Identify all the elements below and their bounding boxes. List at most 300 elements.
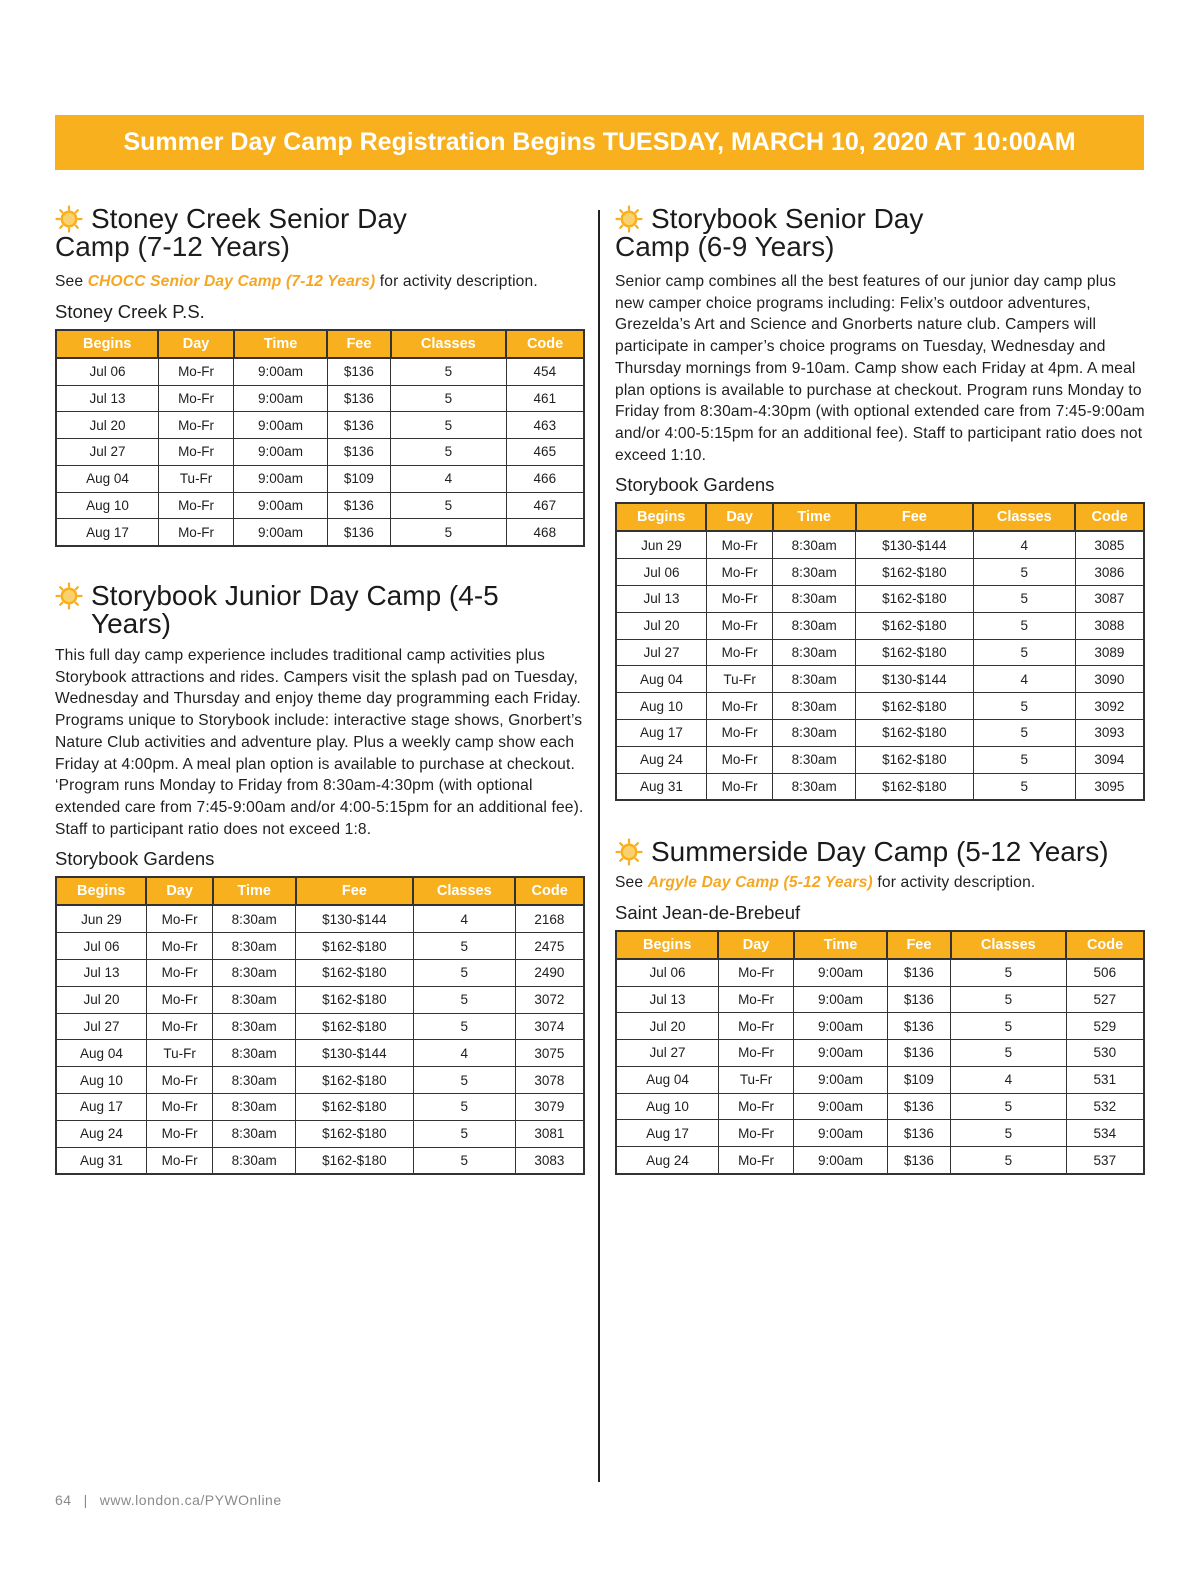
section-heading — [55, 582, 585, 638]
cell-classes: 4 — [391, 465, 507, 492]
section-heading — [615, 838, 1145, 866]
cell-time: 8:30am — [773, 559, 856, 586]
cell-classes: 4 — [973, 531, 1075, 558]
cell-code: 3085 — [1075, 531, 1144, 558]
cell-day: Mo-Fr — [706, 719, 772, 746]
column-header-time: Time — [773, 503, 856, 531]
section-title-line2: Camp (7-12 Years) — [55, 231, 291, 262]
cell-classes: 5 — [413, 1120, 515, 1147]
table-row — [616, 1013, 1144, 1040]
section-title: Storybook Junior Day Camp (4-5 Years) — [91, 580, 499, 639]
cell-begins: Aug 17 — [616, 719, 706, 746]
column-header-classes: Classes — [413, 877, 515, 905]
column-header-begins: Begins — [616, 503, 706, 531]
table-row — [616, 693, 1144, 720]
column-header-time: Time — [794, 931, 888, 959]
cell-time: 8:30am — [213, 1093, 296, 1120]
cell-classes: 4 — [973, 666, 1075, 693]
table-row — [616, 1147, 1144, 1174]
cell-code: 466 — [506, 465, 584, 492]
section-description — [615, 872, 1145, 894]
table-header-row — [616, 931, 1144, 959]
cell-day: Mo-Fr — [706, 585, 772, 612]
cell-begins: Jul 20 — [56, 986, 146, 1013]
cell-begins: Aug 04 — [616, 1066, 718, 1093]
cell-classes: 4 — [413, 905, 515, 932]
cell-classes: 5 — [391, 385, 507, 412]
cell-code: 2475 — [515, 933, 584, 960]
cell-code: 534 — [1066, 1120, 1144, 1147]
cell-begins: Jul 06 — [616, 559, 706, 586]
cell-begins: Jun 29 — [56, 905, 146, 932]
cell-code: 3075 — [515, 1040, 584, 1067]
cell-time: 8:30am — [213, 1120, 296, 1147]
cell-code: 3086 — [1075, 559, 1144, 586]
cell-day: Mo-Fr — [706, 693, 772, 720]
table-row — [56, 492, 584, 519]
cell-begins: Aug 04 — [56, 1040, 146, 1067]
argyle-camp-link[interactable]: Argyle Day Camp (5-12 Years) — [647, 874, 873, 891]
desc-post: for activity description. — [872, 874, 1036, 891]
cell-begins: Aug 10 — [56, 492, 158, 519]
cell-classes: 5 — [391, 439, 507, 466]
cell-time: 8:30am — [213, 1040, 296, 1067]
cell-fee: $136 — [887, 986, 950, 1013]
cell-begins: Jul 27 — [616, 1040, 718, 1067]
cell-code: 454 — [506, 358, 584, 385]
cell-classes: 5 — [413, 1093, 515, 1120]
cell-code: 3095 — [1075, 773, 1144, 800]
cell-classes: 5 — [391, 358, 507, 385]
cell-fee: $136 — [887, 1093, 950, 1120]
cell-classes: 5 — [413, 933, 515, 960]
cell-fee: $162-$180 — [856, 773, 974, 800]
cell-time: 8:30am — [213, 959, 296, 986]
sun-icon — [55, 582, 83, 610]
cell-day: Mo-Fr — [146, 933, 212, 960]
cell-classes: 5 — [973, 746, 1075, 773]
cell-begins: Jul 13 — [616, 585, 706, 612]
desc-pre: See — [55, 273, 88, 290]
cell-fee: $162-$180 — [296, 933, 414, 960]
table-row — [616, 773, 1144, 800]
cell-classes: 5 — [973, 719, 1075, 746]
cell-fee: $136 — [327, 385, 390, 412]
cell-begins: Jul 13 — [56, 385, 158, 412]
sun-icon — [55, 205, 83, 233]
cell-fee: $136 — [887, 1040, 950, 1067]
cell-day: Mo-Fr — [146, 1093, 212, 1120]
cell-classes: 4 — [951, 1066, 1067, 1093]
cell-begins: Jul 20 — [616, 1013, 718, 1040]
footer-url[interactable]: www.london.ca/PYWOnline — [99, 1492, 282, 1508]
cell-begins: Jul 20 — [56, 412, 158, 439]
sun-icon — [615, 205, 643, 233]
table-row — [56, 1147, 584, 1174]
cell-code: 3089 — [1075, 639, 1144, 666]
stoney-creek-section — [55, 205, 585, 547]
cell-classes: 5 — [951, 1147, 1067, 1174]
location-name: Storybook Gardens — [55, 848, 215, 870]
column-header-day: Day — [718, 931, 793, 959]
cell-fee: $136 — [887, 1120, 950, 1147]
cell-time: 9:00am — [234, 519, 328, 546]
table-row — [616, 959, 1144, 986]
cell-fee: $136 — [327, 439, 390, 466]
cell-day: Mo-Fr — [158, 439, 233, 466]
cell-day: Tu-Fr — [146, 1040, 212, 1067]
cell-classes: 5 — [413, 986, 515, 1013]
cell-day: Mo-Fr — [718, 959, 793, 986]
footer-separator: | — [83, 1492, 88, 1508]
table-row — [616, 746, 1144, 773]
cell-classes: 5 — [413, 1013, 515, 1040]
cell-begins: Jun 29 — [616, 531, 706, 558]
section-description — [55, 271, 585, 293]
cell-fee: $130-$144 — [856, 666, 974, 693]
column-header-begins: Begins — [616, 931, 718, 959]
cell-day: Mo-Fr — [158, 519, 233, 546]
cell-begins: Aug 17 — [56, 1093, 146, 1120]
table-row — [56, 1013, 584, 1040]
cell-begins: Jul 13 — [56, 959, 146, 986]
cell-begins: Jul 27 — [56, 439, 158, 466]
section-title: Storybook Senior Day — [651, 203, 924, 234]
cell-classes: 5 — [951, 1093, 1067, 1120]
cell-begins: Jul 06 — [616, 959, 718, 986]
storybook-junior-section — [55, 582, 585, 1175]
cell-code: 461 — [506, 385, 584, 412]
cell-begins: Jul 06 — [56, 358, 158, 385]
table-row — [56, 412, 584, 439]
cell-fee: $162-$180 — [856, 746, 974, 773]
cell-day: Mo-Fr — [146, 1067, 212, 1094]
cell-fee: $136 — [887, 1147, 950, 1174]
table-header-row — [56, 877, 584, 905]
cell-time: 9:00am — [794, 1093, 888, 1120]
cell-time: 8:30am — [213, 1067, 296, 1094]
cell-classes: 5 — [973, 585, 1075, 612]
table-row — [56, 959, 584, 986]
schedule-table — [55, 329, 585, 548]
cell-code: 530 — [1066, 1040, 1144, 1067]
storybook-senior-section — [615, 205, 1145, 801]
cell-begins: Aug 04 — [616, 666, 706, 693]
cell-begins: Aug 31 — [616, 773, 706, 800]
column-header-day: Day — [146, 877, 212, 905]
cell-time: 9:00am — [234, 465, 328, 492]
section-title-line2: Camp (6-9 Years) — [615, 231, 835, 262]
column-header-code: Code — [506, 330, 584, 358]
column-header-code: Code — [1075, 503, 1144, 531]
cell-code: 2490 — [515, 959, 584, 986]
page-number: 64 — [55, 1492, 72, 1508]
cell-classes: 4 — [413, 1040, 515, 1067]
table-row — [56, 905, 584, 932]
cell-code: 531 — [1066, 1066, 1144, 1093]
cell-fee: $162-$180 — [296, 1013, 414, 1040]
cell-classes: 5 — [391, 492, 507, 519]
summerside-section — [615, 838, 1145, 1175]
section-title: Summerside Day Camp (5-12 Years) — [651, 836, 1109, 867]
table-row — [616, 531, 1144, 558]
section-description: Senior camp combines all the best features of our junior day camp plus new camper choice programs including: Felix’s outdoor adventures, Grezelda’s Art and Science and Gnorberts nature club. Campers will participate in camper’s choice programs on Tuesday, Wednesday and Thursday mornings from 9-10am. Camp show each Friday at 4pm. A meal plan options is available to purchase at checkout. Program runs Monday to Friday from 8:30am-4:30pm (with optional extended care from 7:45-9:00am and/or 4:00-5:15pm for an additional fee). Staff to participant ratio does not exceed 1:10. — [615, 273, 1145, 464]
cell-begins: Aug 04 — [56, 465, 158, 492]
column-header-day: Day — [158, 330, 233, 358]
cell-begins: Aug 10 — [56, 1067, 146, 1094]
cell-code: 3094 — [1075, 746, 1144, 773]
column-header-classes: Classes — [973, 503, 1075, 531]
registration-banner — [55, 115, 1144, 170]
cell-code: 465 — [506, 439, 584, 466]
table-row — [56, 933, 584, 960]
column-header-time: Time — [213, 877, 296, 905]
cell-fee: $162-$180 — [856, 639, 974, 666]
cell-fee: $136 — [327, 519, 390, 546]
cell-day: Mo-Fr — [718, 1013, 793, 1040]
cell-classes: 5 — [951, 1013, 1067, 1040]
cell-begins: Aug 24 — [56, 1120, 146, 1147]
table-row — [616, 719, 1144, 746]
cell-code: 506 — [1066, 959, 1144, 986]
cell-code: 467 — [506, 492, 584, 519]
column-header-classes: Classes — [951, 931, 1067, 959]
cell-begins: Aug 10 — [616, 693, 706, 720]
cell-fee: $162-$180 — [856, 719, 974, 746]
cell-code: 2168 — [515, 905, 584, 932]
table-row — [56, 439, 584, 466]
cell-classes: 5 — [951, 986, 1067, 1013]
cell-fee: $162-$180 — [856, 559, 974, 586]
cell-classes: 5 — [973, 639, 1075, 666]
cell-day: Mo-Fr — [158, 492, 233, 519]
cell-fee: $162-$180 — [856, 585, 974, 612]
schedule-table — [615, 930, 1145, 1175]
cell-begins: Aug 24 — [616, 1147, 718, 1174]
cell-day: Mo-Fr — [718, 1093, 793, 1120]
column-header-fee: Fee — [856, 503, 974, 531]
cell-time: 9:00am — [794, 1147, 888, 1174]
cell-begins: Jul 20 — [616, 612, 706, 639]
cell-day: Mo-Fr — [718, 1120, 793, 1147]
cell-classes: 5 — [951, 959, 1067, 986]
cell-time: 8:30am — [773, 585, 856, 612]
table-row — [616, 559, 1144, 586]
cell-code: 3087 — [1075, 585, 1144, 612]
column-header-fee: Fee — [887, 931, 950, 959]
cell-time: 9:00am — [794, 986, 888, 1013]
page-footer — [55, 1492, 282, 1508]
column-header-fee: Fee — [296, 877, 414, 905]
cell-day: Mo-Fr — [158, 412, 233, 439]
cell-day: Mo-Fr — [706, 531, 772, 558]
location-name: Saint Jean-de-Brebeuf — [615, 901, 801, 923]
cell-day: Mo-Fr — [706, 612, 772, 639]
cell-time: 9:00am — [234, 358, 328, 385]
cell-classes: 5 — [951, 1040, 1067, 1067]
cell-day: Mo-Fr — [158, 358, 233, 385]
banner-text: Summer Day Camp Registration Begins TUESDAY, MARCH 10, 2020 AT 10:00AM — [123, 128, 1076, 156]
table-header-row — [56, 330, 584, 358]
cell-fee: $136 — [887, 1013, 950, 1040]
cell-code: 3093 — [1075, 719, 1144, 746]
cell-code: 3079 — [515, 1093, 584, 1120]
table-row — [56, 1120, 584, 1147]
cell-begins: Jul 13 — [616, 986, 718, 1013]
cell-day: Mo-Fr — [718, 986, 793, 1013]
table-row — [56, 1093, 584, 1120]
cell-code: 468 — [506, 519, 584, 546]
cell-begins: Aug 10 — [616, 1093, 718, 1120]
cell-time: 8:30am — [213, 986, 296, 1013]
table-row — [56, 1067, 584, 1094]
cell-begins: Aug 31 — [56, 1147, 146, 1174]
table-row — [616, 986, 1144, 1013]
cell-time: 9:00am — [794, 1013, 888, 1040]
cell-day: Mo-Fr — [706, 559, 772, 586]
cell-time: 8:30am — [773, 719, 856, 746]
cell-day: Tu-Fr — [158, 465, 233, 492]
cell-fee: $136 — [327, 412, 390, 439]
cell-time: 8:30am — [213, 933, 296, 960]
cell-classes: 5 — [973, 612, 1075, 639]
location-name: Stoney Creek P.S. — [55, 300, 205, 322]
cell-code: 463 — [506, 412, 584, 439]
column-header-classes: Classes — [391, 330, 507, 358]
cell-day: Mo-Fr — [706, 746, 772, 773]
cell-fee: $130-$144 — [856, 531, 974, 558]
cell-time: 8:30am — [773, 639, 856, 666]
cell-day: Mo-Fr — [146, 1120, 212, 1147]
cell-classes: 5 — [973, 693, 1075, 720]
column-header-fee: Fee — [327, 330, 390, 358]
cell-fee: $162-$180 — [856, 693, 974, 720]
cell-day: Mo-Fr — [706, 639, 772, 666]
cell-begins: Aug 17 — [56, 519, 158, 546]
cell-fee: $109 — [327, 465, 390, 492]
table-row — [616, 612, 1144, 639]
cell-day: Mo-Fr — [146, 1147, 212, 1174]
section-description: This full day camp experience includes traditional camp activities plus Storybook attractions and rides. Campers visit the splash pad on Tuesday, Wednesday and Thursday and enjoy theme day programming each Friday. Programs unique to Storybook include: interactive stage shows, Gnorbert’s Nature Club activities and adventure play. Plus a weekly camp show each Friday at 4:00pm. A meal plan option is available to purchase at checkout. ‘Program runs Monday to Friday from 8:30am-4:30pm (with optional extended care from 7:45-9:00am and/or 4:00-5:15pm for an additional fee). Staff to participant ratio does not exceed 1:8. — [55, 647, 584, 838]
cell-fee: $162-$180 — [296, 1093, 414, 1120]
cell-time: 8:30am — [213, 1013, 296, 1040]
cell-fee: $136 — [327, 358, 390, 385]
cell-classes: 5 — [413, 1147, 515, 1174]
column-header-time: Time — [234, 330, 328, 358]
table-row — [616, 666, 1144, 693]
table-row — [616, 1040, 1144, 1067]
cell-time: 8:30am — [213, 905, 296, 932]
cell-begins: Aug 17 — [616, 1120, 718, 1147]
cell-fee: $162-$180 — [856, 612, 974, 639]
table-row — [616, 1093, 1144, 1120]
cell-time: 8:30am — [773, 746, 856, 773]
table-header-row — [616, 503, 1144, 531]
section-heading — [615, 205, 1145, 233]
sun-icon — [615, 838, 643, 866]
cell-day: Mo-Fr — [146, 959, 212, 986]
cell-code: 3092 — [1075, 693, 1144, 720]
cell-fee: $162-$180 — [296, 959, 414, 986]
cell-begins: Jul 06 — [56, 933, 146, 960]
table-row — [616, 1120, 1144, 1147]
cell-day: Mo-Fr — [706, 773, 772, 800]
cell-code: 527 — [1066, 986, 1144, 1013]
cell-fee: $130-$144 — [296, 905, 414, 932]
cell-fee: $162-$180 — [296, 1120, 414, 1147]
cell-day: Mo-Fr — [718, 1040, 793, 1067]
chocc-camp-link[interactable]: CHOCC Senior Day Camp (7-12 Years) — [87, 273, 376, 290]
cell-time: 8:30am — [773, 531, 856, 558]
cell-day: Mo-Fr — [146, 1013, 212, 1040]
column-header-day: Day — [706, 503, 772, 531]
cell-fee: $136 — [887, 959, 950, 986]
cell-begins: Aug 24 — [616, 746, 706, 773]
cell-time: 9:00am — [794, 1066, 888, 1093]
schedule-table — [55, 876, 585, 1175]
column-header-code: Code — [1066, 931, 1144, 959]
cell-code: 3081 — [515, 1120, 584, 1147]
cell-begins: Jul 27 — [616, 639, 706, 666]
schedule-table — [615, 502, 1145, 801]
cell-code: 3083 — [515, 1147, 584, 1174]
cell-classes: 5 — [391, 519, 507, 546]
cell-time: 9:00am — [234, 439, 328, 466]
cell-code: 3074 — [515, 1013, 584, 1040]
cell-day: Tu-Fr — [718, 1066, 793, 1093]
desc-post: for activity description. — [375, 273, 538, 290]
cell-fee: $162-$180 — [296, 986, 414, 1013]
cell-time: 8:30am — [773, 773, 856, 800]
cell-time: 9:00am — [794, 959, 888, 986]
cell-classes: 5 — [413, 959, 515, 986]
cell-code: 529 — [1066, 1013, 1144, 1040]
cell-time: 8:30am — [213, 1147, 296, 1174]
cell-time: 9:00am — [234, 385, 328, 412]
cell-code: 3078 — [515, 1067, 584, 1094]
section-heading — [55, 205, 585, 233]
cell-classes: 5 — [951, 1120, 1067, 1147]
cell-time: 8:30am — [773, 693, 856, 720]
table-row — [56, 465, 584, 492]
cell-fee: $136 — [327, 492, 390, 519]
column-divider — [598, 210, 600, 1482]
table-row — [56, 1040, 584, 1067]
cell-fee: $130-$144 — [296, 1040, 414, 1067]
section-title: Stoney Creek Senior Day — [91, 203, 407, 234]
table-row — [616, 1066, 1144, 1093]
cell-code: 537 — [1066, 1147, 1144, 1174]
cell-code: 532 — [1066, 1093, 1144, 1120]
cell-time: 9:00am — [234, 412, 328, 439]
table-row — [616, 585, 1144, 612]
desc-pre: See — [615, 874, 648, 891]
cell-classes: 5 — [973, 559, 1075, 586]
column-header-code: Code — [515, 877, 584, 905]
table-row — [56, 358, 584, 385]
cell-fee: $162-$180 — [296, 1067, 414, 1094]
cell-day: Tu-Fr — [706, 666, 772, 693]
table-row — [616, 639, 1144, 666]
cell-day: Mo-Fr — [146, 986, 212, 1013]
location-name: Storybook Gardens — [615, 474, 775, 496]
cell-day: Mo-Fr — [158, 385, 233, 412]
cell-code: 3088 — [1075, 612, 1144, 639]
cell-classes: 5 — [391, 412, 507, 439]
table-row — [56, 986, 584, 1013]
column-header-begins: Begins — [56, 877, 146, 905]
cell-time: 9:00am — [234, 492, 328, 519]
